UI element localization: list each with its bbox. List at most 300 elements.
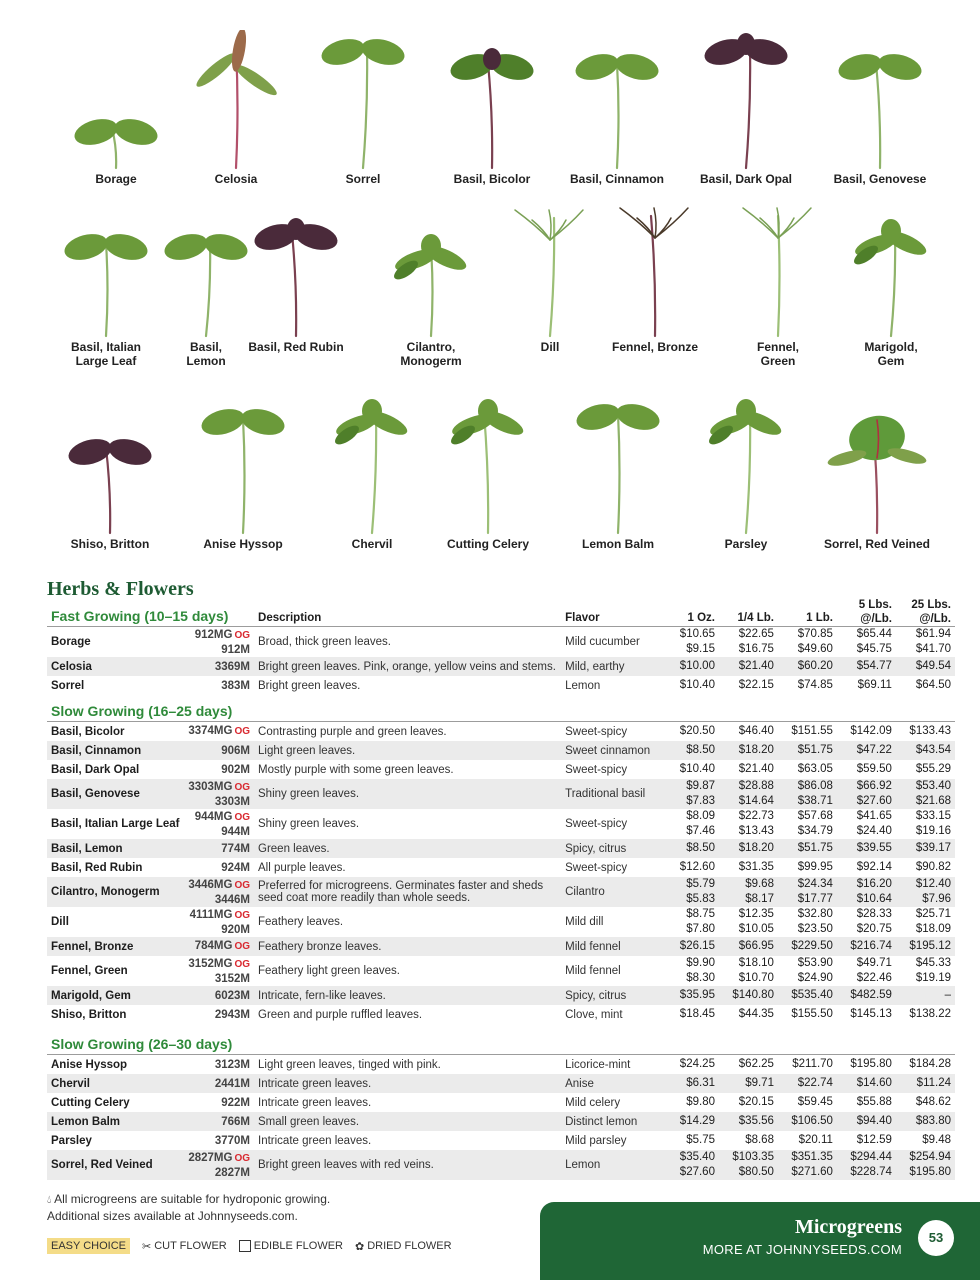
price-cell [719,956,778,986]
price-cell [896,722,955,742]
table-row [47,760,955,779]
price-cell [663,779,719,809]
plant-17 [178,395,308,565]
price-value: $535.40 [791,989,833,1001]
variety-name: Anise Hyssop [47,1055,184,1075]
price-cell [663,839,719,858]
product-code [184,779,254,809]
price-value: $229.50 [791,940,833,952]
flavor: Spicy, citrus [561,986,663,1005]
legend-edible-label: EDIBLE FLOWER [253,1240,343,1252]
price-value: $27.60 [856,795,892,807]
price-value: $145.13 [850,1008,892,1020]
price-value: $10.00 [679,660,715,672]
price-cell [837,1074,896,1093]
plant-label-line: Monogerm [400,354,462,368]
price-cell [896,956,955,986]
section-tab [540,1202,980,1280]
code-text: 3770M [214,1134,251,1147]
col-1lb: 1 Lb. [806,612,833,624]
section-title: Herbs & Flowers [47,578,194,600]
plant-label: Chervil [351,537,393,551]
code-line [188,1134,250,1148]
description: Intricate green leaves. [254,1074,561,1093]
flavor: Traditional basil [561,779,663,809]
price-cell [896,986,955,1005]
price-table-group [47,695,955,722]
variety-name: Sorrel, Red Veined [47,1150,184,1180]
group-label: Slow Growing (26–30 days) [51,1036,233,1052]
price-value: $7.80 [686,923,715,935]
price-cell [837,779,896,809]
group-rows [47,722,955,1025]
price-cell [719,1055,778,1075]
price-value: $22.15 [738,679,774,691]
variety-name: Sorrel [51,679,85,692]
code-line [188,1166,250,1180]
product-code [184,1055,254,1075]
price-value: $39.55 [856,842,892,854]
price-cell [896,1005,955,1024]
code-line [188,643,250,657]
description: Feathery light green leaves. [258,965,400,977]
price-value: $18.10 [738,957,774,969]
plant-label: Basil, Genovese [833,172,927,186]
organic-badge: OG [234,1152,251,1164]
price-value: $351.35 [791,1151,833,1163]
plant-label: Celosia [214,172,258,186]
code-line [188,1008,250,1022]
price-value: $9.71 [745,1077,774,1089]
price-cell [778,1131,837,1150]
price-cell [778,1112,837,1131]
price-cell [663,956,719,986]
flavor: Sweet-spicy [565,818,628,830]
price-cell [778,657,837,676]
price-cell [896,937,955,956]
plant-label-line: Marigold, [864,340,918,354]
price-value: $138.22 [909,1008,951,1020]
price-value: $155.50 [791,1008,833,1020]
price-value: $45.33 [915,957,951,969]
price-cell [778,907,837,937]
price-cell [663,907,719,937]
price-value: $195.80 [909,1166,951,1178]
table-row [47,1131,955,1150]
price-value: $49.71 [856,957,892,969]
product-code [184,741,254,760]
price-cell [896,1150,955,1180]
description: Feathery bronze leaves. [254,937,561,956]
plant-image [681,395,811,535]
price-value: $12.60 [679,861,715,873]
price-value: $22.65 [738,628,774,640]
flavor: Clove, mint [565,1008,623,1021]
price-value: $14.29 [679,1115,715,1127]
price-value: $10.40 [679,679,715,691]
price-value: $35.40 [679,1151,715,1163]
price-value: $195.80 [850,1058,892,1070]
price-value: $28.88 [738,780,774,792]
price-cell [663,937,719,956]
product-code [184,858,254,877]
plant-label: Sorrel [345,172,381,186]
price-value: $99.95 [797,861,833,873]
price-cell [896,657,955,676]
price-cell [663,676,719,695]
code-line [188,893,250,907]
price-cell [719,839,778,858]
organic-badge: OG [234,781,251,793]
price-table-group [47,1024,955,1055]
plant-13 [590,198,720,368]
col-25lbs-line2: @/Lb. [919,613,951,625]
price-value: $9.87 [686,780,715,792]
price-value: $69.11 [857,679,892,691]
price-value: $13.43 [738,825,774,837]
plant-label: Basil, Cinnamon [569,172,664,186]
product-code [184,657,254,676]
product-code [184,627,254,658]
price-value: $24.25 [679,1058,715,1070]
price-value: $8.68 [745,1134,774,1146]
price-value: $20.75 [856,923,892,935]
price-cell [663,627,719,658]
price-cell [837,741,896,760]
water-drop-icon: 💧︎ [47,1194,52,1206]
price-value: $18.20 [738,744,774,756]
price-value: $9.15 [686,643,715,655]
price-cell [896,1131,955,1150]
description: Bright green leaves. Pink, orange, yellow veins and stems. [254,657,561,676]
price-value: $19.16 [915,825,951,837]
plant-6 [681,30,811,200]
price-cell [837,760,896,779]
code-text: 2441M [214,1077,251,1090]
price-value: $41.65 [856,810,892,822]
code-line [188,1115,250,1129]
variety-name: Fennel, Green [51,965,128,977]
organic-badge: OG [234,941,251,952]
price-cell [778,1074,837,1093]
plant-7 [815,30,945,200]
price-value: $26.15 [679,940,715,952]
group-row [47,695,955,722]
flavor: Mild fennel [565,965,621,977]
price-value: $106.50 [791,1115,833,1127]
organic-badge: OG [234,879,251,891]
price-cell [837,937,896,956]
price-cell [778,956,837,986]
price-cell [896,1112,955,1131]
price-value: $48.62 [915,1096,951,1108]
price-value: $28.33 [856,908,892,920]
price-cell [719,858,778,877]
description: Shiny green leaves. [258,818,360,830]
price-value: $12.40 [915,878,951,890]
price-value: $9.48 [922,1134,951,1146]
plant-image [590,198,720,338]
price-cell [896,809,955,839]
product-code [184,877,254,907]
price-value: $9.90 [686,957,715,969]
footnote [47,1191,330,1224]
code-text: 3303M [214,795,251,808]
price-value: $254.94 [909,1151,951,1163]
price-table [47,596,955,1180]
flavor: Distinct lemon [561,1112,663,1131]
plant-19 [423,395,553,565]
organic-badge: OG [234,909,251,921]
product-code [184,809,254,839]
description: Green leaves. [254,839,561,858]
price-value: $63.05 [797,763,833,775]
col-flavor: Flavor [565,612,600,624]
flavor: Mild cucumber [561,627,663,658]
organic-badge: OG [234,811,251,823]
legend-cut-flower [142,1240,227,1253]
code-text: 3374MG [188,725,233,737]
col-25lbs [896,596,955,627]
code-text: 4111MG [189,908,233,921]
plant-5 [552,30,682,200]
price-value: $61.94 [915,628,951,640]
price-cell [663,1093,719,1112]
group-label: Fast Growing (10–15 days) [51,608,229,624]
price-cell [837,1112,896,1131]
plant-label-line: Gem [877,354,905,368]
code-line [188,780,250,795]
variety-name: Marigold, Gem [47,986,184,1005]
price-value: $27.60 [679,1166,715,1178]
col-25lbs-line1: 25 Lbs. [911,599,951,611]
price-cell [663,877,719,907]
code-line [188,939,250,954]
plant-15 [826,198,956,368]
price-cell [896,760,955,779]
plant-image [51,30,181,170]
price-cell [778,1005,837,1024]
price-value: $70.85 [797,628,833,640]
variety-name: Basil, Genovese [47,779,184,809]
description: Intricate green leaves. [258,1096,372,1109]
scissors-icon: ✂ [142,1240,152,1253]
plant-image [552,30,682,170]
edible-flower-icon [239,1240,251,1252]
price-cell [837,809,896,839]
description-line: Preferred for microgreens. Germinates faster and sheds [258,880,544,892]
price-cell [837,907,896,937]
variety-name: Chervil [47,1074,184,1093]
code-text: 3369M [214,660,251,673]
price-value: $49.60 [797,643,833,655]
price-value: $24.34 [797,878,833,890]
col-quarter-lb: 1/4 Lb. [737,612,774,624]
price-cell [896,907,955,937]
price-value: $7.46 [686,825,715,837]
price-value: $5.79 [686,878,715,890]
description: Intricate green leaves. [258,1134,372,1147]
plant-18 [307,395,437,565]
code-text: 944M [221,825,251,838]
table-row [47,1074,955,1093]
price-cell [663,1074,719,1093]
price-value: $9.68 [745,878,774,890]
price-value: $12.59 [856,1134,892,1146]
plant-image [681,30,811,170]
price-value: $142.09 [850,725,892,737]
variety-name: Parsley [51,1134,92,1147]
plant-label: Sorrel, Red Veined [823,537,931,551]
code-text: 912M [221,643,251,656]
group-cell [47,695,955,722]
price-cell [663,760,719,779]
description: Bright green leaves with red veins. [254,1150,561,1180]
price-cell [837,839,896,858]
price-value: $49.54 [915,660,951,672]
variety-name: Borage [47,627,184,658]
plant-label-line: Fennel, [756,340,799,354]
price-cell [837,986,896,1005]
group-rows [47,627,955,696]
price-value: $18.09 [915,923,951,935]
price-value: $86.08 [797,780,833,792]
price-cell [837,627,896,658]
code-line [188,1096,250,1110]
plant-label: Basil, Red Rubin [248,340,344,354]
price-value: $80.50 [738,1166,774,1178]
plant-label: Lemon Balm [581,537,654,551]
code-text: 3123M [214,1058,251,1071]
code-line [188,1077,250,1091]
price-cell [719,760,778,779]
price-value: $20.50 [679,725,715,737]
price-value: $60.20 [797,660,833,672]
table-row [47,1150,955,1180]
variety-name: Cilantro, Monogerm [47,877,184,907]
price-value: $6.31 [686,1077,715,1089]
price-value: $16.75 [738,643,774,655]
plant-label: Cutting Celery [446,537,529,551]
variety-name: Lemon Balm [47,1112,184,1131]
price-value: $59.45 [797,1096,833,1108]
price-value: $184.28 [909,1058,951,1070]
price-value: $8.30 [686,972,715,984]
code-line [188,810,250,825]
flavor: Mild celery [565,1096,621,1109]
table-row [47,877,955,907]
price-value: $8.50 [686,842,715,854]
price-value: $294.44 [850,1151,892,1163]
code-text: 3303MG [188,780,233,793]
price-value: $18.20 [738,842,774,854]
variety-name: Shiso, Britton [51,1008,127,1021]
page-number: 53 [918,1220,954,1256]
price-cell [663,1150,719,1180]
code-line [188,972,250,986]
price-value: $51.75 [797,744,833,756]
flavor: Sweet-spicy [561,722,663,742]
price-cell [719,1150,778,1180]
price-cell [896,627,955,658]
price-value: $92.14 [856,861,892,873]
plant-label: Basil, Dark Opal [699,172,793,186]
code-line [188,724,250,739]
price-value: $9.80 [686,1096,715,1108]
table-row [47,986,955,1005]
plant-1 [51,30,181,200]
price-value: $34.79 [797,825,833,837]
price-value: $151.55 [791,725,833,737]
price-value: $53.40 [915,780,951,792]
table-row [47,1093,955,1112]
legend [47,1238,452,1254]
price-value: $94.40 [856,1115,892,1127]
code-text: 944MG [194,810,233,823]
group-cell [47,1024,955,1055]
code-text: 2827M [214,1166,251,1179]
price-value: $66.95 [738,940,774,952]
price-value: $12.35 [738,908,774,920]
price-cell [837,676,896,695]
price-value: $8.50 [686,744,715,756]
price-cell [837,1093,896,1112]
price-cell [719,779,778,809]
organic-badge: OG [234,958,251,970]
plant-image [298,30,428,170]
price-cell [663,1112,719,1131]
price-value: $10.64 [856,893,892,905]
price-value: $43.54 [915,744,951,756]
description: Feathery leaves. [258,916,344,928]
code-line [188,660,250,674]
description: All purple leaves. [258,861,346,874]
product-code [184,722,254,742]
price-cell [837,1055,896,1075]
code-line [188,861,250,875]
price-cell [837,657,896,676]
price-value: $31.35 [738,861,774,873]
price-value: $22.73 [738,810,774,822]
price-cell [837,858,896,877]
code-text: 3446MG [188,878,233,891]
product-code [184,907,254,937]
plant-label-line: Basil, Italian [70,340,142,354]
code-line [188,825,250,839]
variety-name: Cutting Celery [51,1096,130,1109]
table-row [47,779,955,809]
flavor: Sweet-spicy [565,861,628,874]
plant-image [307,395,437,535]
col-1oz: 1 Oz. [687,612,715,624]
flavor: Spicy, citrus [561,839,663,858]
price-cell [896,877,955,907]
plant-image [826,198,956,338]
product-code [184,839,254,858]
code-text: 924M [221,861,251,874]
description: Mostly purple with some green leaves. [258,763,454,776]
variety-name: Fennel, Bronze [47,937,184,956]
code-line [188,908,250,923]
plant-image [45,395,175,535]
flavor: Mild, earthy [561,657,663,676]
price-value: $22.74 [797,1077,833,1089]
product-code [184,937,254,956]
table-row [47,722,955,742]
table-row [47,858,955,877]
plant-22 [812,395,942,565]
price-cell [778,779,837,809]
